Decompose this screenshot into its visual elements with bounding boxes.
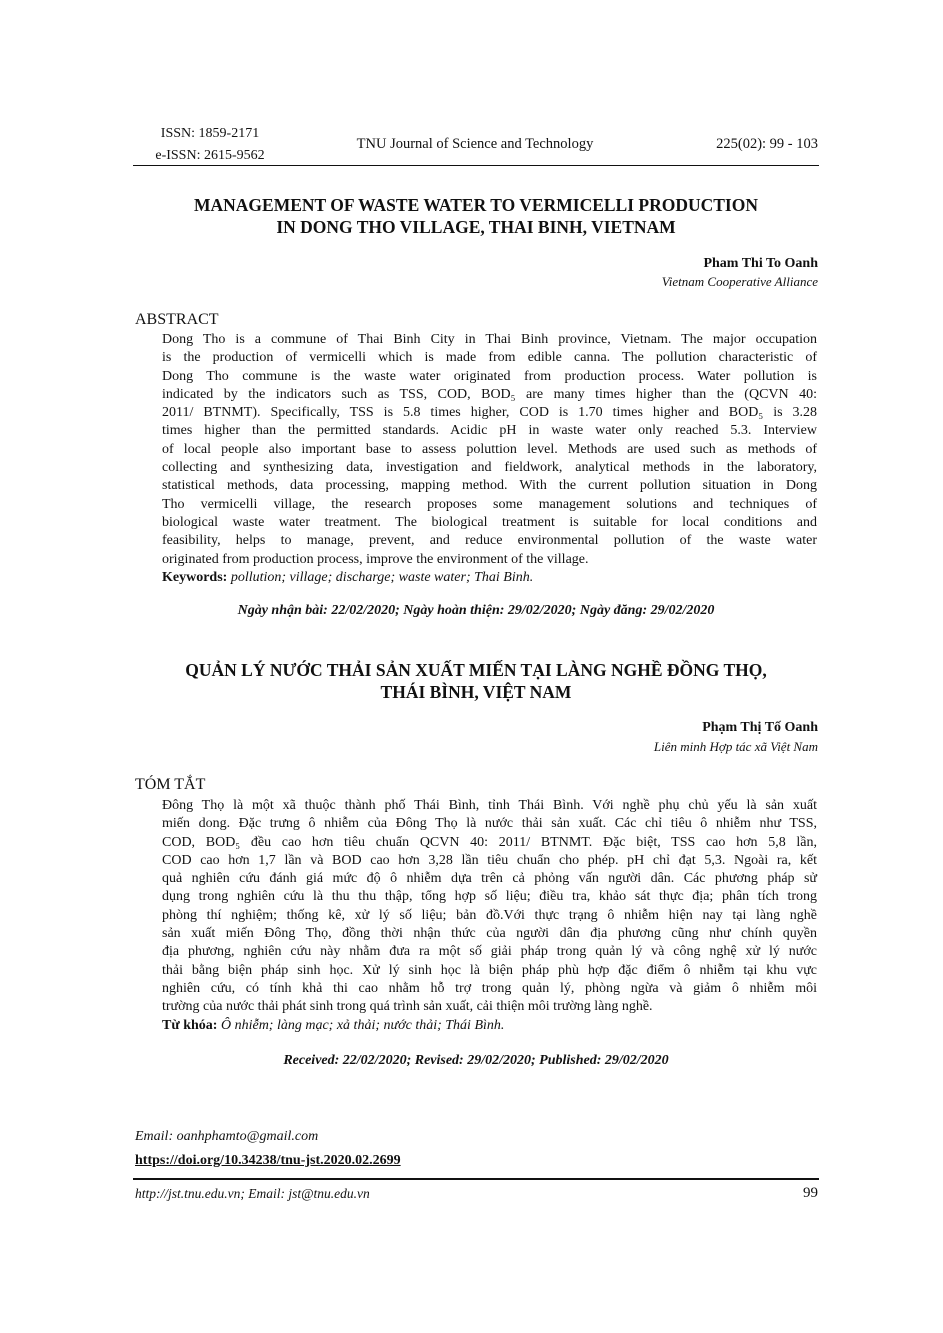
- title-line: IN DONG THO VILLAGE, THAI BINH, VIETNAM: [276, 217, 676, 237]
- dates-vietnamese: Ngày nhận bài: 22/02/2020; Ngày hoàn thiện: 29/02/2020; Ngày đăng: 29/02/2020: [237, 603, 715, 618]
- abstract-line: originated from production process, improve the environment of the village.: [162, 551, 589, 567]
- header-rule: [133, 165, 819, 166]
- abstract-heading: ABSTRACT: [135, 311, 219, 328]
- abstract-line: dụng trong nghiên cứu là thu thu thập, tổng hợp số liệu; điều tra, khảo sát thực địa; phân tích trong: [162, 889, 817, 905]
- keywords: [162, 569, 817, 587]
- author-email[interactable]: Email: oanhphamto@gmail.com: [135, 1129, 319, 1144]
- abstract-line: COD, BOD₅ đều cao hơn tiêu chuẩn QCVN 40: 2011/ BTNMT. Đặc biệt, TSS cao hơn 5,8 lần,: [162, 834, 817, 850]
- abstract-line: sản xuất miến Đông Thọ, đồng thời nhận thức của người dân địa phương cũng như chính quyền: [162, 926, 817, 942]
- volume-pages: 225(02): 99 - 103: [716, 136, 818, 152]
- dates-english: Received: 22/02/2020; Revised: 29/02/2020; Published: 29/02/2020: [283, 1053, 669, 1068]
- author-name-vi: Phạm Thị Tố Oanh: [702, 720, 818, 735]
- journal-name: TNU Journal of Science and Technology: [356, 136, 594, 152]
- doi-link[interactable]: https://doi.org/10.34238/tnu-jst.2020.02.2699: [135, 1153, 401, 1168]
- abstract-line: collecting and synthesizing data, investigation and fieldwork, analytical methods in the laboratory,: [162, 460, 817, 476]
- abstract-line: địa phương, nghiên cứu này nhằm đưa ra một số giải pháp trong quản lý và công nghệ xử lý nước: [162, 944, 817, 960]
- footer-contact: http://jst.tnu.edu.vn; Email: jst@tnu.edu.vn: [135, 1186, 370, 1201]
- abstract-line: of local people also important base to assess poluttion level. Methods are used such as methods of: [162, 441, 817, 457]
- tom-tat-heading: TÓM TẮT: [135, 776, 206, 793]
- vietnamese-title: [133, 659, 819, 703]
- abstract-line: Tho vermicelli village, the research proposes some management solutions and techniques of: [162, 496, 817, 512]
- title-line: MANAGEMENT OF WASTE WATER TO VERMICELLI PRODUCTION: [194, 195, 758, 215]
- abstract-line: trường của nước thải phát sinh trong quá trình sản xuất, cải thiện môi trường làng nghề.: [162, 999, 653, 1015]
- abstract-line: Đông Thọ là một xã thuộc thành phố Thái Bình, tỉnh Thái Bình. Với nghề phụ chủ yếu là sản xuất: [162, 798, 817, 813]
- abstract-line: feasibility, helps to manage, prevent, and reduce environmental pollution of the waste water: [162, 533, 817, 549]
- abstract-line: COD cao hơn 1,7 lần và BOD cao hơn 3,28 lần tiêu chuẩn cho phép. pH chỉ đạt 5,3. Ngoài ra, kết: [162, 852, 817, 868]
- abstract-line: biological waste water treatment. The biological treatment is suitable for local conditions and: [162, 514, 817, 530]
- abstract-line: quả nghiên cứu đánh giá mức độ ô nhiễm dựa trên cả phỏng vấn người dân. Các phương pháp sử: [162, 871, 817, 887]
- abstract-line: indicated by the indicators such as TSS, COD, BOD₅ are many times higher than the (QCVN 40:: [162, 386, 817, 402]
- tom-tat-body: [162, 797, 817, 1035]
- eissn: e-ISSN: 2615-9562: [155, 148, 265, 163]
- issn-block: [130, 123, 290, 167]
- abstract-line: is the production of vermicelli which is made from edible canna. The pollution characteristic of: [162, 350, 817, 366]
- abstract-line: statistical methods, data processing, mapping method. With the current pollution situation in Dong: [162, 478, 817, 494]
- abstract-line: nghiên cứu, có tính khả thi cao nhằm hỗ trợ trong quản lý, phòng ngừa và giảm ô nhiễm môi: [162, 980, 817, 996]
- keywords: [162, 1017, 817, 1035]
- english-title: [133, 194, 819, 238]
- abstract-line: times higher than the permitted standards. Acidic pH in waste water only reached 5.3. Interview: [162, 423, 817, 439]
- issn: ISSN: 1859-2171: [160, 126, 260, 141]
- footer-rule: [133, 1178, 819, 1180]
- keywords-list: pollution; village; discharge; waste water; Thai Binh.: [230, 569, 534, 585]
- page-number: 99: [803, 1185, 818, 1201]
- abstract-line: phòng thí nghiệm; thống kê, xử lý số liệu; bản đồ.Với thực trạng ô nhiễm hiện nay tại làng nghề: [162, 907, 817, 923]
- abstract-line: Dong Tho is a commune of Thai Binh City in Thai Binh province, Vietnam. The major occupation: [162, 332, 817, 347]
- abstract-line: miến dong. Đặc trưng ô nhiễm của Đông Thọ là nước thải sản xuất. Các chỉ tiêu ô nhiễm như TSS,: [162, 816, 817, 832]
- author-affiliation-vi: Liên minh Hợp tác xã Việt Nam: [653, 739, 818, 754]
- title-line: THÁI BÌNH, VIỆT NAM: [380, 682, 572, 702]
- abstract-line: Dong Tho commune is the waste water originated from production process. Water pollution is: [162, 368, 817, 384]
- abstract-line: thải bằng biện pháp sinh học. Xử lý sinh học là biện pháp phù hợp đặc điểm ô nhiễm tại khu vực: [162, 962, 817, 978]
- keywords-label: Từ khóa:: [162, 1017, 218, 1033]
- abstract-line: 2011/ BTNMT). Specifically, TSS is 5.8 times higher, COD is 1.70 times higher and BOD₅ is 3.28: [162, 405, 817, 421]
- author-name: Pham Thi To Oanh: [703, 256, 818, 271]
- keywords-label: Keywords:: [162, 569, 228, 585]
- title-line: QUẢN LÝ NƯỚC THẢI SẢN XUẤT MIẾN TẠI LÀNG NGHỀ ĐỒNG THỌ,: [185, 660, 767, 680]
- keywords-list: Ô nhiễm; làng mạc; xả thải; nước thải; Thái Bình.: [220, 1017, 505, 1033]
- author-affiliation: Vietnam Cooperative Alliance: [661, 274, 818, 289]
- abstract-body: [162, 331, 817, 587]
